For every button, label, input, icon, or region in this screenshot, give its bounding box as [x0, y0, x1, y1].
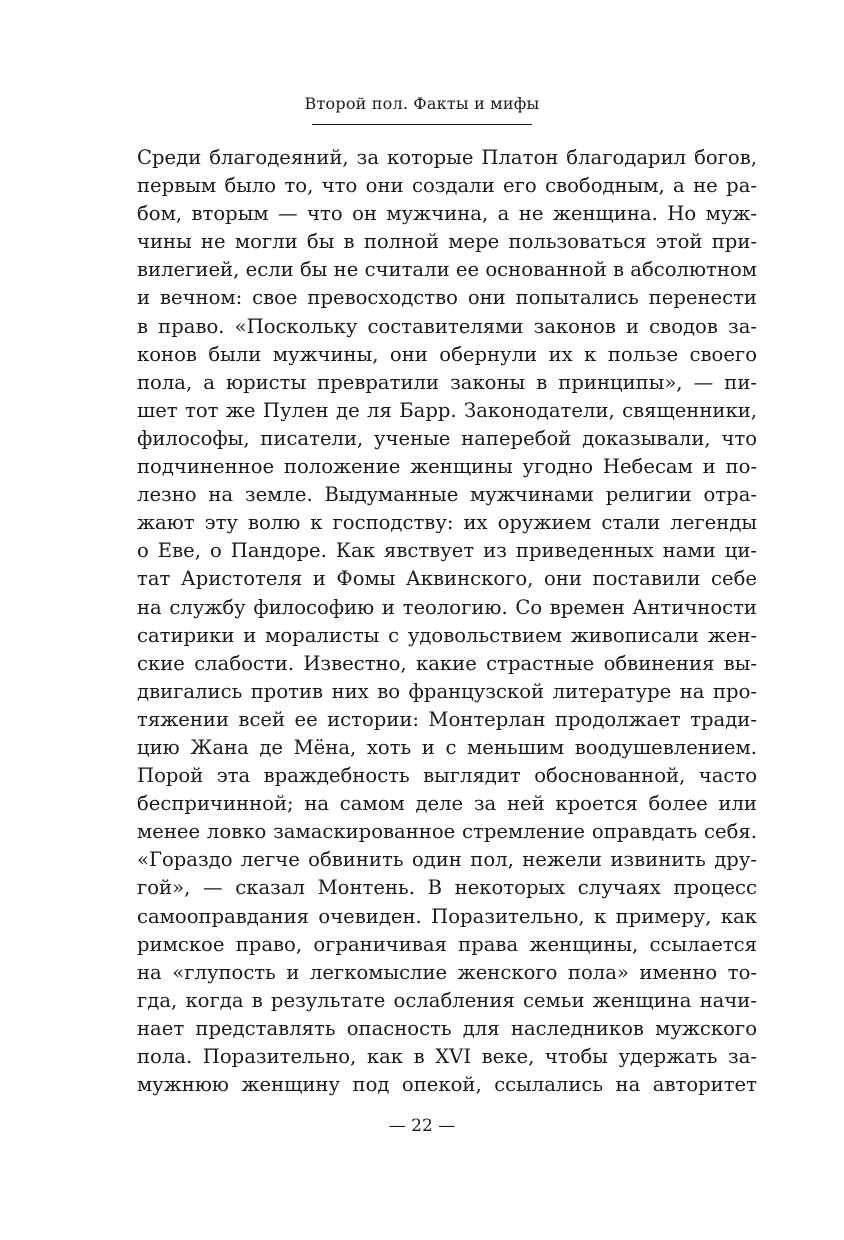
text-line: жают эту волю к господству: их оружием стали легенды: [137, 511, 757, 535]
page-number: — 22 —: [388, 1116, 456, 1136]
text-line: менее ловко замаскированное стремление оправдать себя.: [137, 820, 757, 844]
header-rule: [312, 124, 532, 125]
text-line: о Еве, о Пандоре. Как явствует из приведенных нами ци-: [137, 539, 757, 563]
text-line: бом, вторым — что он мужчина, а не женщина. Но муж-: [137, 202, 757, 226]
text-line: шет тот же Пулен де ля Барр. Законодатели, священники,: [137, 398, 757, 422]
text-line: пола. Поразительно, как в XVI веке, чтобы удержать за-: [137, 1045, 757, 1068]
text-line: подчиненное положение женщины угодно Небесам и по-: [137, 455, 757, 479]
text-line: двигались против них во французской литературе на про-: [137, 679, 757, 703]
text-line: в право. «Поскольку составителями законов и сводов за-: [137, 314, 757, 338]
text-line: ские слабости. Известно, какие страстные обвинения вы-: [137, 651, 757, 675]
text-line: пола, а юристы превратили законы в принципы», — пи-: [137, 370, 757, 394]
text-line: мужнюю женщину под опекой, ссылались на авторитет: [137, 1073, 757, 1097]
text-line: «Гораздо легче обвинить один пол, нежели извинить дру-: [137, 848, 757, 872]
text-line: сатирики и моралисты с удовольствием живописали жен-: [137, 623, 757, 647]
text-line: цию Жана де Мёна, хоть и с меньшим воодушевлением.: [137, 735, 757, 759]
text-line: нает представлять опасность для наследников мужского: [137, 1016, 757, 1040]
text-line: римское право, ограничивая права женщины, ссылается: [137, 932, 757, 956]
running-head: Второй пол. Факты и мифы: [304, 94, 540, 113]
text-line: гой», — сказал Монтень. В некоторых случаях процесс: [137, 876, 757, 900]
text-line: на «глупость и легкомыслие женского пола» именно то-: [137, 960, 757, 984]
text-line: конов были мужчины, они обернули их к пользе своего: [137, 342, 757, 366]
text-line: тяжении всей ее истории: Монтерлан продолжает тради-: [137, 707, 757, 731]
text-line: беспричинной; на самом деле за ней кроется более или: [137, 792, 757, 816]
text-line: гда, когда в результате ослабления семьи женщина начи-: [137, 988, 757, 1012]
text-line: Среди благодеяний, за которые Платон благодарил богов,: [137, 146, 757, 169]
text-line: вилегией, если бы не считали ее основанной в абсолютном: [137, 258, 757, 282]
text-line: и вечном: свое превосходство они попытались перенести: [137, 286, 757, 310]
text-line: тат Аристотеля и Фомы Аквинского, они поставили себе: [137, 567, 757, 591]
text-line: на службу философию и теологию. Со времен Античности: [137, 595, 757, 619]
text-line: первым было то, что они создали его свободным, а не ра-: [137, 174, 757, 198]
text-line: философы, писатели, ученые наперебой доказывали, что: [137, 426, 757, 450]
body-text: [137, 144, 757, 1099]
text-line: чины не могли бы в полной мере пользоваться этой при-: [137, 230, 757, 254]
text-line: самооправдания очевиден. Поразительно, к примеру, как: [137, 904, 757, 928]
text-line: лезно на земле. Выдуманные мужчинами религии отра-: [137, 483, 757, 507]
text-line: Порой эта враждебность выглядит обоснованной, часто: [137, 764, 757, 788]
